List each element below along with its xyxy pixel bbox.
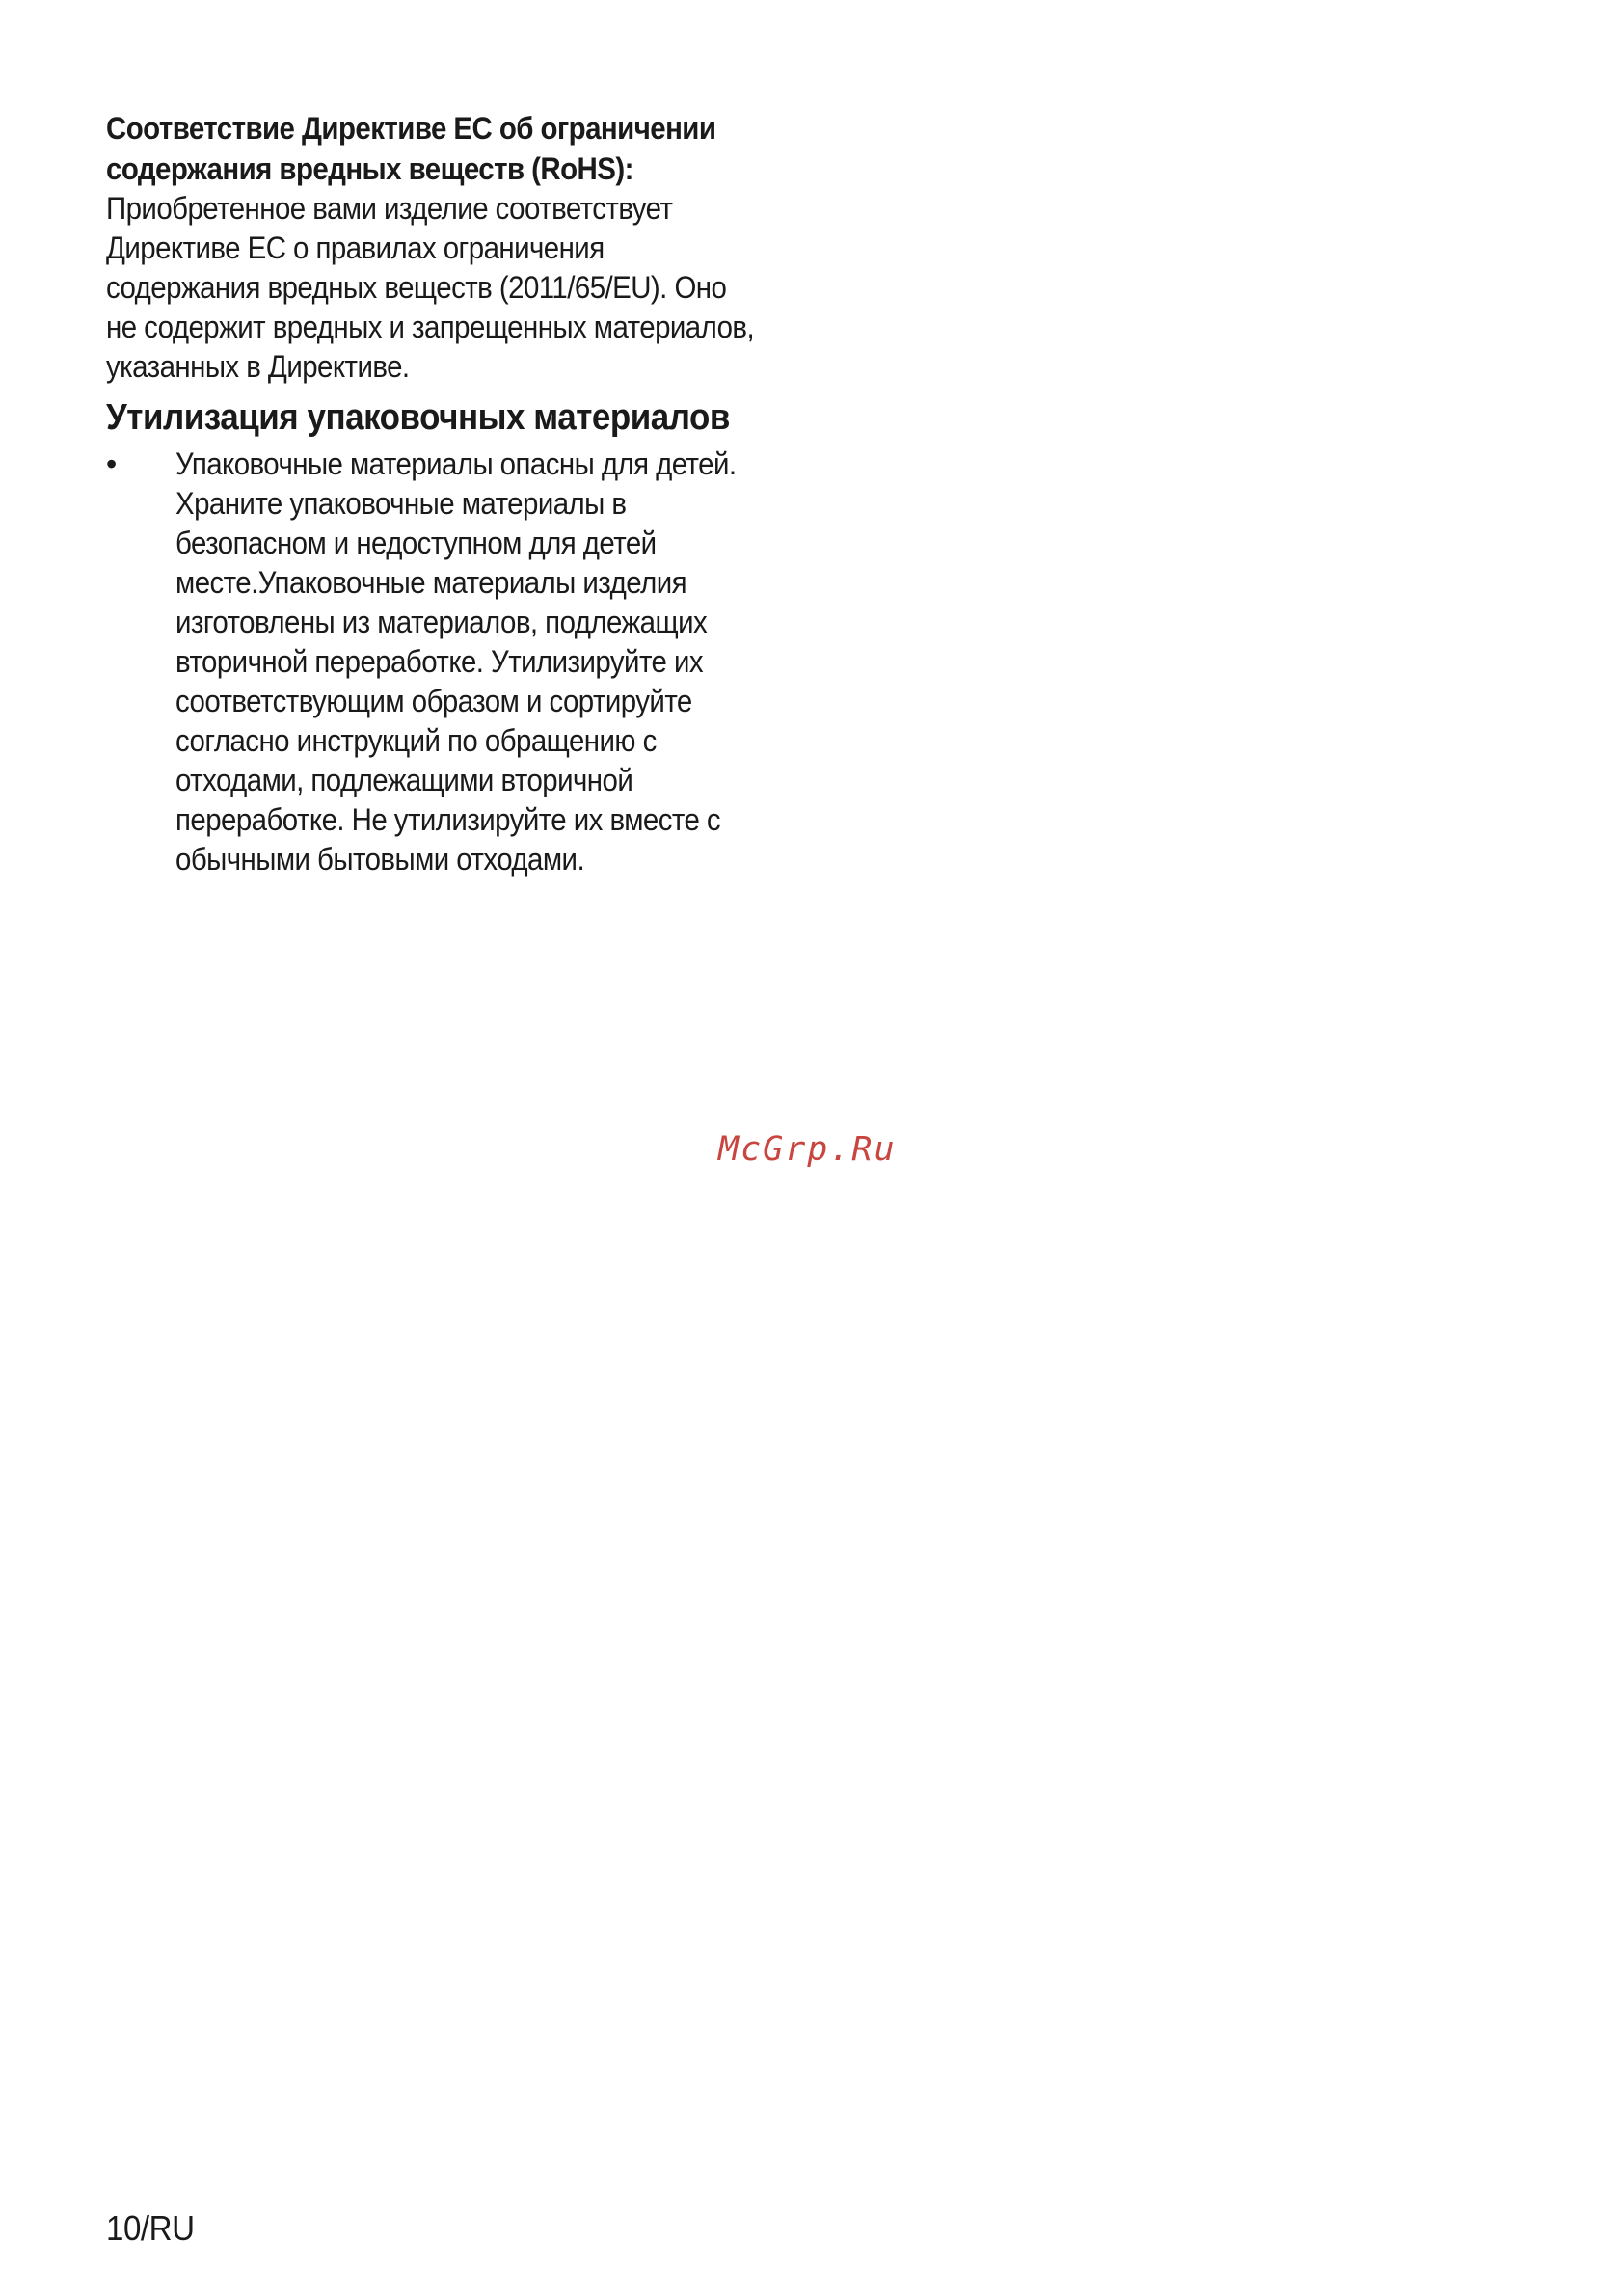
rohs-paragraph (106, 189, 816, 387)
rohs-line: Приобретенное вами изделие соответствует (106, 191, 673, 226)
bullet-line: месте.Упаковочные материалы изделия (175, 565, 686, 600)
bullet-line: соответствующим образом и сортируйте (175, 684, 692, 718)
bullet-line: отходами, подлежащими вторичной (175, 763, 633, 797)
bullet-icon: • (106, 446, 118, 481)
rohs-line: содержания вредных веществ (2011/65/EU). Оно (106, 270, 727, 305)
bullet-line: безопасном и недоступном для детей (175, 526, 657, 560)
bullet-line: вторичной переработке. Утилизируйте их (175, 644, 704, 679)
content-column (106, 108, 820, 879)
bullet-line: обычными бытовыми отходами. (175, 842, 585, 877)
rohs-line: не содержит вредных и запрещенных материалов, (106, 310, 755, 344)
bullet-line: переработке. Не утилизируйте их вместе с (175, 802, 721, 837)
list-item (106, 445, 820, 879)
rohs-heading-line-1: Соответствие Директиве ЕС об ограничении (106, 111, 716, 146)
watermark-text: McGrp.Ru (718, 1130, 897, 1169)
bullet-line: согласно инструкций по обращению с (175, 723, 657, 758)
rohs-heading-line-2: содержания вредных веществ (RoHS): (106, 151, 633, 186)
packaging-heading: Утилизация упаковочных материалов (106, 397, 730, 438)
bullet-line: изготовлены из материалов, подлежащих (175, 605, 708, 639)
packaging-bullet-list (106, 445, 820, 879)
rohs-heading (106, 108, 816, 189)
page-number: 10/RU (106, 2208, 195, 2248)
bullet-line: Храните упаковочные материалы в (175, 486, 627, 521)
bullet-text (175, 445, 796, 879)
rohs-line: Директиве ЕС о правилах ограничения (106, 230, 605, 265)
rohs-line: указанных в Директиве. (106, 349, 410, 384)
bullet-line: Упаковочные материалы опасны для детей. (175, 446, 737, 481)
